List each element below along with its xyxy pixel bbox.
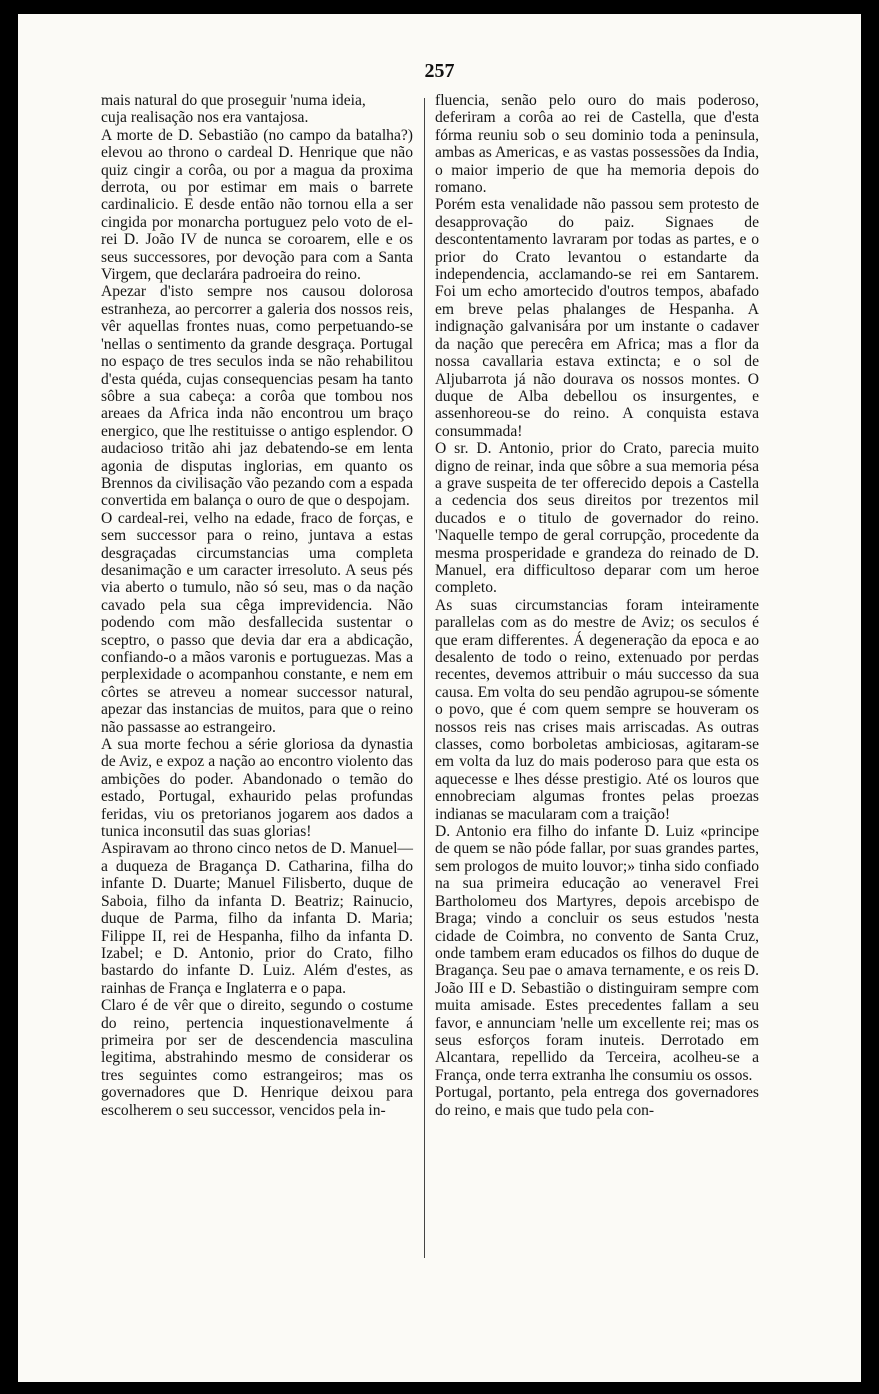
paragraph: O sr. D. Antonio, prior do Crato, parecia muito digno de reinar, inda que sôbre a sua memoria pésa a grave suspeita de ter offerecido depois a Castella a cedencia dos seus direitos por trezentos mil ducados e o titulo de governador do reino. 'Naquelle tempo de geral corrupção, procedente da mesma prosperidade e grandeza do reinado de D. Manuel, era difficultoso deparar com um heroe completo. xyxy=(435,440,759,597)
right-column xyxy=(435,92,759,1119)
paragraph: O cardeal-rei, velho na edade, fraco de forças, e sem successor para o reino, juntava a estas desgraçadas circumstancias uma completa desanimação e um caracter irresoluto. A seus pés via aberto o tumulo, não só seu, mas o da nação cavado pela sua cêga imprevidencia. Não podendo com mão desfallecida sustentar o sceptro, o passo que devia dar era a abdicação, confiando-o a mãos varonis e portuguezas. Mas a perplexidade o acompanhou constante, e nem em côrtes se atreveu a nomear successor natural, apezar das instancias de muitos, para que o reino não passasse ao estrangeiro. xyxy=(101,509,413,736)
paragraph: Porém esta venalidade não passou sem protesto de desapprovação do paiz. Signaes de descontentamento lavraram por todas as partes, e o prior do Crato levantou o estandarte da independencia, acclamando-se rei em Santarem. Foi um echo amortecido d'outros tempos, abafado em breve pelas phalanges de Hespanha. A indignação galvanisára por um instante o cadaver da nação que perecêra em Africa; mas a flor da nossa cavallaria estava extincta; e o sol de Aljubarrota já não dourava os nossos montes. O duque de Alba debellou os insurgentes, e assenhoreou-se do reino. A conquista estava consummada! xyxy=(435,196,759,440)
paragraph: Claro é de vêr que o direito, segundo o costume do reino, pertencia inquestionavelmente á primeira por ser de descendencia masculina legitima, abstrahindo mesmo de considerar os tres seguintes como estrangeiros; mas os governadores que D. Henrique deixou para escolherem o seu successor, vencidos pela in- xyxy=(101,997,413,1119)
paragraph: Apezar d'isto sempre nos causou dolorosa estranheza, ao percorrer a galeria dos nossos reis, vêr aquellas frontes nuas, como perpetuando-se 'nellas o sentimento da grande desgraça. Portugal no espaço de tres seculos inda se não rehabilitou d'esta quéda, cujas consequencias pesam ha tanto sôbre a sua cabeça: a corôa que tombou nos areaes da Africa inda não encontrou um braço energico, que lhe restituisse o antigo esplendor. O audacioso tritão ahi jaz debatendo-se em lenta agonia de disputas inglorias, em quanto os Brennos da civilisação vão pezando com a espada convertida em balança o ouro de que o despojam. xyxy=(101,283,413,510)
column-divider xyxy=(424,98,425,1258)
paragraph: Aspiravam ao throno cinco netos de D. Manuel—a duqueza de Bragança D. Catharina, filha do infante D. Duarte; Manuel Filisberto, duque de Saboia, filho da infanta D. Beatriz; Rainucio, duque de Parma, filho da infanta D. Maria; Filippe II, rei de Hespanha, filho da infanta D. Izabel; e D. Antonio, prior do Crato, filho bastardo do infante D. Luiz. Além d'estes, as rainhas de França e Inglaterra e o papa. xyxy=(101,840,413,997)
left-column xyxy=(101,92,413,1119)
paragraph: A sua morte fechou a série gloriosa da dynastia de Aviz, e expoz a nação ao encontro violento das ambições do poder. Abandonado o temão do estado, Portugal, exhaurido pelas profundas feridas, viu os pretorianos jogarem aos dados a tunica inconsutil das suas glorias! xyxy=(101,736,413,841)
scanned-page xyxy=(18,14,861,1382)
paragraph: mais natural do que proseguir 'numa ideia, cuja realisação nos era vantajosa. xyxy=(101,92,366,127)
page-number: 257 xyxy=(424,60,455,82)
paragraph: As suas circumstancias foram inteiramente parallelas com as do mestre de Aviz; os seculos é que eram differentes. Á degeneração da epoca e ao desalento de todo o reino, extenuado por perdas recentes, devemos attribuir o máu successo da sua causa. Em volta do seu pendão agrupou-se sómente o povo, que é com quem sempre se houveram os nossos reis nas crises mais arriscadas. As outras classes, como borboletas ambiciosas, agitaram-se em volta da luz do mais poderoso para que esta os aquecesse e lhes désse prestigio. Até os louros que ennobreciam algumas frontes pelas proezas indianas se macularam com a traição! xyxy=(435,596,759,823)
paragraph: D. Antonio era filho do infante D. Luiz «principe de quem se não póde fallar, por suas grandes partes, sem prologos de muito louvor;» tinha sido confiado na sua primeira educação ao veneravel Frei Bartholomeu dos Martyres, depois arcebispo de Braga; vindo a concluir os seus estudos 'nesta cidade de Coimbra, no convento de Santa Cruz, onde tambem eram educados os filhos do duque de Bragança. Seu pae o amava ternamente, e os reis D. João III e D. Sebastião o distinguiram sempre com muita amisade. Estes precedentes fallam a seu favor, e annunciam 'nelle um excellente rei; mas os seus esforços foram inuteis. Derrotado em Alcantara, repellido da Terceira, acolheu-se a França, onde terra extranha lhe consumiu os ossos. xyxy=(435,823,759,1084)
paragraph: Portugal, portanto, pela entrega dos governadores do reino, e mais que tudo pela con- xyxy=(435,1084,759,1119)
paragraph: A morte de D. Sebastião (no campo da batalha?) elevou ao throno o cardeal D. Henrique que não quiz cingir a corôa, ou por a magua da proxima derrota, ou por estimar em mais o barrete cardinalicio. E desde então não tornou ella a ser cingida por monarcha portuguez pelo voto de el-rei D. João IV de nunca se coroarem, elle e os seus successores, por devoção para com a Santa Virgem, que declarára padroeira do reino. xyxy=(101,126,413,284)
paragraph: fluencia, senão pelo ouro do mais poderoso, deferiram a corôa ao rei de Castella, que d'esta fórma reuniu sob o seu dominio toda a peninsula, ambas as Americas, e as vastas possessões da India, o maior imperio de que ha memoria depois do romano. xyxy=(435,92,759,197)
